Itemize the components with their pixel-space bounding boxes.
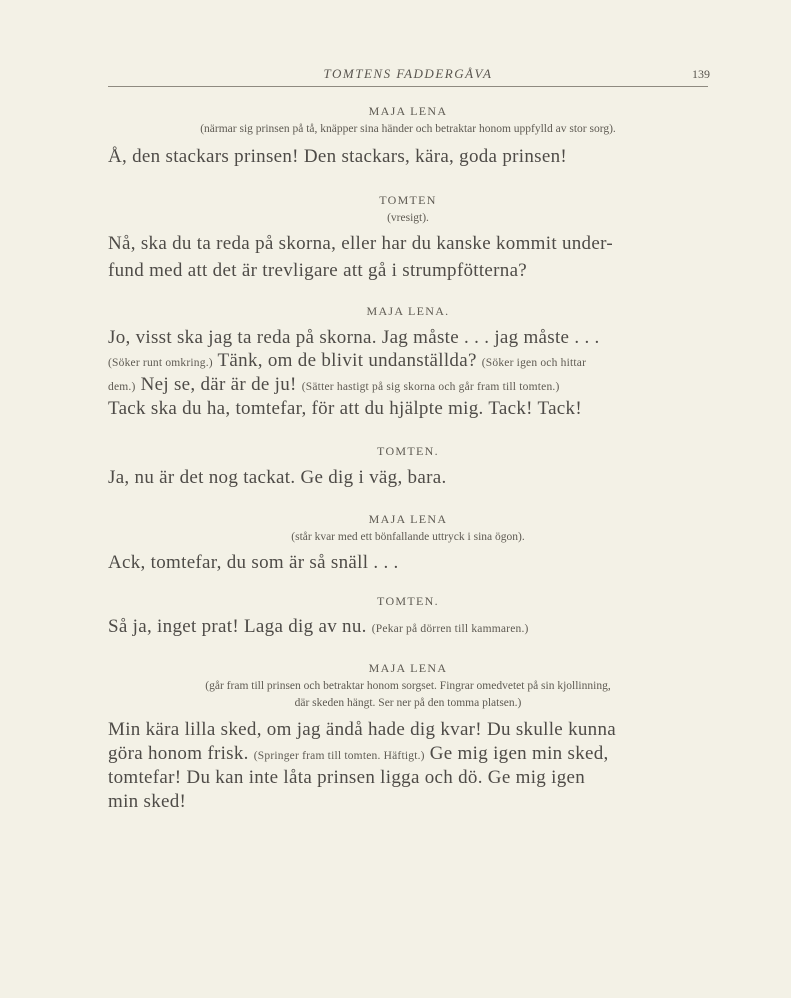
dialogue-line: Jo, visst ska jag ta reda på skorna. Jag måste . . . jag måste . . .: [108, 327, 600, 348]
stage-direction: (står kvar med ett bönfallande uttryck i sina ögon).: [291, 531, 525, 543]
inline-stage-direction: (Söker igen och hittar: [481, 357, 587, 369]
speaker-name: TOMTEN.: [377, 594, 439, 608]
dialogue-line: fund med att det är trevligare att gå i strumpfötterna?: [108, 260, 528, 281]
dialogue-line: min sked!: [108, 791, 187, 812]
stage-direction: (vresigt).: [387, 212, 429, 224]
inline-stage-direction: (Sätter hastigt på sig skorna och går fram till tomten.): [301, 381, 560, 393]
speaker-name: MAJA LENA: [368, 512, 448, 526]
dialogue-line-mixed: [108, 350, 718, 372]
dialogue-text: Tänk, om de blivit undanställda?: [212, 350, 482, 371]
inline-stage-direction: (Söker runt omkring.): [108, 357, 213, 369]
dialogue-line: Nå, ska du ta reda på skorna, eller har du kanske kommit under-: [108, 233, 613, 254]
page-number: 139: [692, 67, 710, 81]
stage-direction: (närmar sig prinsen på tå, knäpper sina händer och betraktar honom uppfylld av stor sorg).: [200, 123, 616, 135]
speaker-name: TOMTEN.: [377, 444, 439, 458]
page-header: [108, 64, 708, 87]
dialogue-text: Nej se, där är de ju!: [135, 374, 302, 395]
inline-stage-direction: (Pekar på dörren till kammaren.): [371, 623, 529, 635]
dialogue-line: Å, den stackars prinsen! Den stackars, kära, goda prinsen!: [108, 146, 567, 167]
dialogue-line: Tack ska du ha, tomtefar, för att du hjälpte mig. Tack! Tack!: [108, 398, 582, 419]
stage-direction: (går fram till prinsen och betraktar honom sorgset. Fingrar omedvetet på sin kjollinning,: [205, 680, 611, 692]
dialogue-text: göra honom frisk.: [108, 743, 254, 764]
stage-direction: där skeden hängt. Ser ner på den tomma platsen.): [294, 697, 522, 709]
running-title: TOMTENS FADDERGÅVA: [323, 66, 493, 81]
speaker-name: TOMTEN: [379, 193, 437, 207]
dialogue-line: Min kära lilla sked, om jag ändå hade dig kvar! Du skulle kunna: [108, 719, 617, 740]
inline-stage-direction: (Springer fram till tomten. Häftigt.): [253, 750, 425, 762]
dialogue-text: Så ja, inget prat! Laga dig av nu.: [108, 616, 372, 637]
dialogue-line: Ack, tomtefar, du som är så snäll . . .: [108, 552, 399, 573]
dialogue-line: Ja, nu är det nog tackat. Ge dig i väg, bara.: [108, 467, 447, 488]
speaker-name: MAJA LENA: [368, 661, 448, 675]
dialogue-line-mixed: [108, 743, 718, 765]
dialogue-text: Ge mig igen min sked,: [424, 743, 609, 764]
dialogue-line: tomtefar! Du kan inte låta prinsen ligga och dö. Ge mig igen: [108, 767, 586, 788]
dialogue-line-mixed: [108, 374, 718, 396]
dialogue-line-mixed: [108, 616, 718, 638]
speaker-name: MAJA LENA: [368, 104, 448, 118]
inline-stage-direction: dem.): [108, 381, 136, 393]
speaker-name: MAJA LENA.: [366, 304, 450, 318]
